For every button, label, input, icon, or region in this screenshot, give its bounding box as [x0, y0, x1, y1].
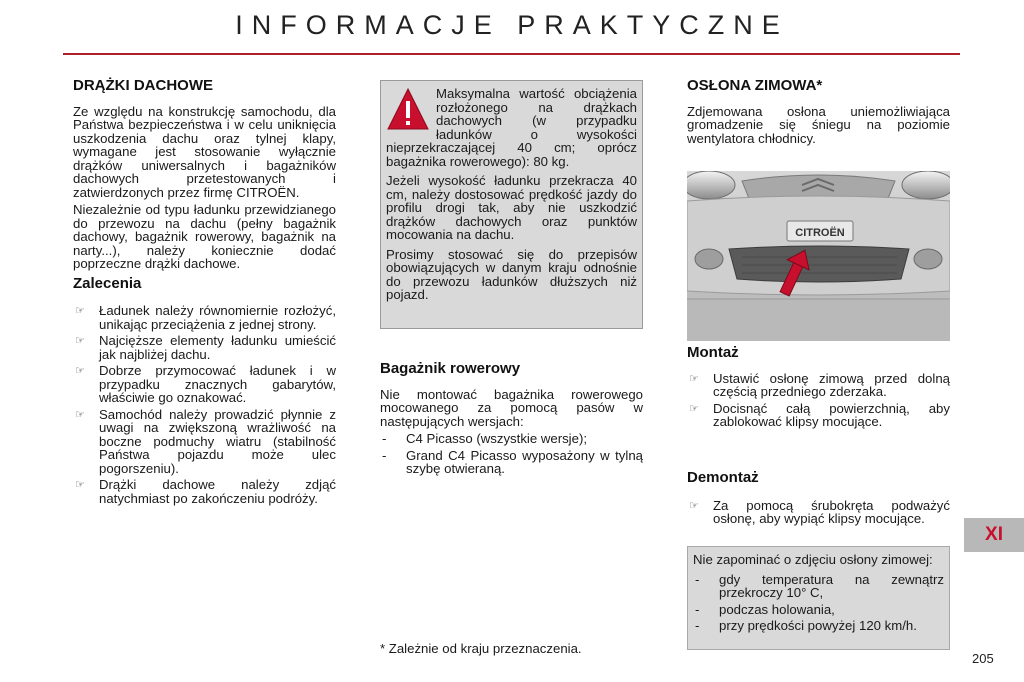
page-title: INFORMACJE PRAKTYCZNE	[235, 10, 789, 40]
list-item: - C4 Picasso (wszystkie wersje);	[382, 431, 587, 446]
warning-paragraph-1: Maksymalna wartość obciążenia rozłożonego na drążkach dachowych (w przypadku ładunków o wysokości nieprzekraczającej 40 cm; oprócz bagażnika rowerowego): 80 kg.	[386, 86, 637, 169]
demontaz-section	[687, 471, 950, 529]
montaz-list	[687, 372, 950, 429]
car-bumper-illustration	[687, 171, 950, 341]
roof-bars-heading: DRĄŻKI DACHOWE	[73, 77, 213, 94]
list-item: ☞ Docisnąć całą powierzchnią, aby zablokować klipsy mocujące.	[689, 400, 950, 429]
pointing-hand-icon: ☞	[689, 499, 699, 512]
pointing-hand-icon: ☞	[689, 402, 699, 415]
montaz-section	[687, 346, 950, 432]
list-item: ☞ Za pomocą śrubokręta podważyć osłonę, aby wypiąć klipsy mocujące.	[689, 497, 950, 526]
pointing-hand-icon: ☞	[75, 305, 85, 317]
demontaz-heading: Demontaż	[687, 469, 759, 486]
winter-cover-heading: OSŁONA ZIMOWA*	[687, 77, 823, 94]
chapter-tab: XI	[964, 518, 1024, 552]
pointing-hand-icon: ☞	[75, 408, 85, 421]
list-item: - Grand C4 Picasso wyposażony w tylną szybę otwieraną.	[382, 447, 643, 476]
reminder-box	[687, 546, 950, 650]
montaz-heading: Montaż	[687, 344, 739, 361]
list-item: - podczas holowania,	[695, 601, 835, 617]
list-item: ☞ Ustawić osłonę zimową przed dolną częścią przedniego zderzaka.	[689, 370, 950, 399]
winter-cover-paragraph: Zdjemowana osłona uniemożliwiająca gromadzenie się śniegu na poziomie wentylatora chłodnicy.	[687, 103, 950, 146]
footnote: * Zależnie od kraju przeznaczenia.	[380, 641, 582, 656]
roof-bars-paragraph-2: Niezależnie od typu ładunku przewidzianego do przewozu na dachu (pełny bagażnik dachowy, bagażnik rowerowy, bagażnik na narty...), należy koniecznie dodać poprzeczne drążki dachowe.	[73, 202, 336, 271]
car-front-image	[687, 171, 950, 341]
demontaz-list	[687, 499, 950, 526]
reminder-intro: Nie zapominać o zdjęciu osłony zimowej:	[693, 552, 933, 567]
pointing-hand-icon: ☞	[75, 365, 85, 377]
recommendations-heading: Zalecenia	[73, 274, 142, 292]
pointing-hand-icon: ☞	[75, 335, 85, 347]
warning-paragraph-3: Prosimy stosować się do przepisów obowiązujących w danym kraju odnośnie do przewozu ładunków dłuższych niż pojazd.	[386, 246, 637, 302]
warning-triangle-icon	[386, 87, 430, 133]
page-number: 205	[972, 651, 994, 666]
header-divider	[63, 53, 960, 55]
list-item: ☞ Samochód należy prowadzić płynnie z uwagi na zwiększoną wrażliwość na boczne podmuchy wiatru (stabilność Państwa pojazdu może ulec pogorszeniu).	[75, 406, 336, 476]
list-item: ☞ Ładunek należy równomiernie rozłożyć, unikając przeciążenia z jednej strony.	[75, 303, 336, 332]
winter-cover-section	[687, 79, 950, 149]
list-item: ☞ Drążki dachowe należy zdjąć natychmiast po zakończeniu podróży.	[75, 477, 336, 506]
bike-rack-heading: Bagażnik rowerowy	[380, 360, 521, 377]
warning-paragraph-2: Jeżeli wysokość ładunku przekracza 40 cm, należy dostosować prędkość jazdy do profilu drogi tak, aby nie uszkodzić drążków dachowych oraz punktów mocowania na dachu.	[386, 173, 637, 242]
list-item: - gdy temperatura na zewnątrz przekroczy 10° C,	[695, 571, 944, 600]
list-item: - przy prędkości powyżej 120 km/h.	[695, 618, 917, 633]
pointing-hand-icon: ☞	[75, 479, 85, 491]
pointing-hand-icon: ☞	[689, 372, 699, 385]
roof-bars-paragraph-1: Ze względu na konstrukcję samochodu, dla Państwa bezpieczeństwa i w celu uniknięcia uszkodzenia dachu oraz tylnej klapy, wymagane jest stosowanie wyłącznie drążków uniwersalnych i bagażników dachowych przetestowanych i zatwierdzonych przez firmę CITROËN.	[73, 103, 336, 200]
list-item: ☞ Dobrze przymocować ładunek i w przypadku znacznych gabarytów, właściwie go oznakować.	[75, 363, 336, 405]
left-column	[73, 79, 336, 508]
bike-rack-section	[380, 362, 643, 479]
svg-text:CITROËN: CITROËN	[795, 227, 845, 239]
bike-rack-paragraph: Nie montować bagażnika rowerowego mocowanego za pomocą pasów w następujących wersjach:	[380, 386, 643, 429]
reminder-list	[693, 573, 944, 633]
recommendations-list	[73, 304, 336, 505]
warning-box	[380, 80, 643, 329]
bike-rack-list	[380, 432, 643, 476]
list-item: ☞ Najcięższe elementy ładunku umieścić jak najbliżej dachu.	[75, 333, 336, 362]
